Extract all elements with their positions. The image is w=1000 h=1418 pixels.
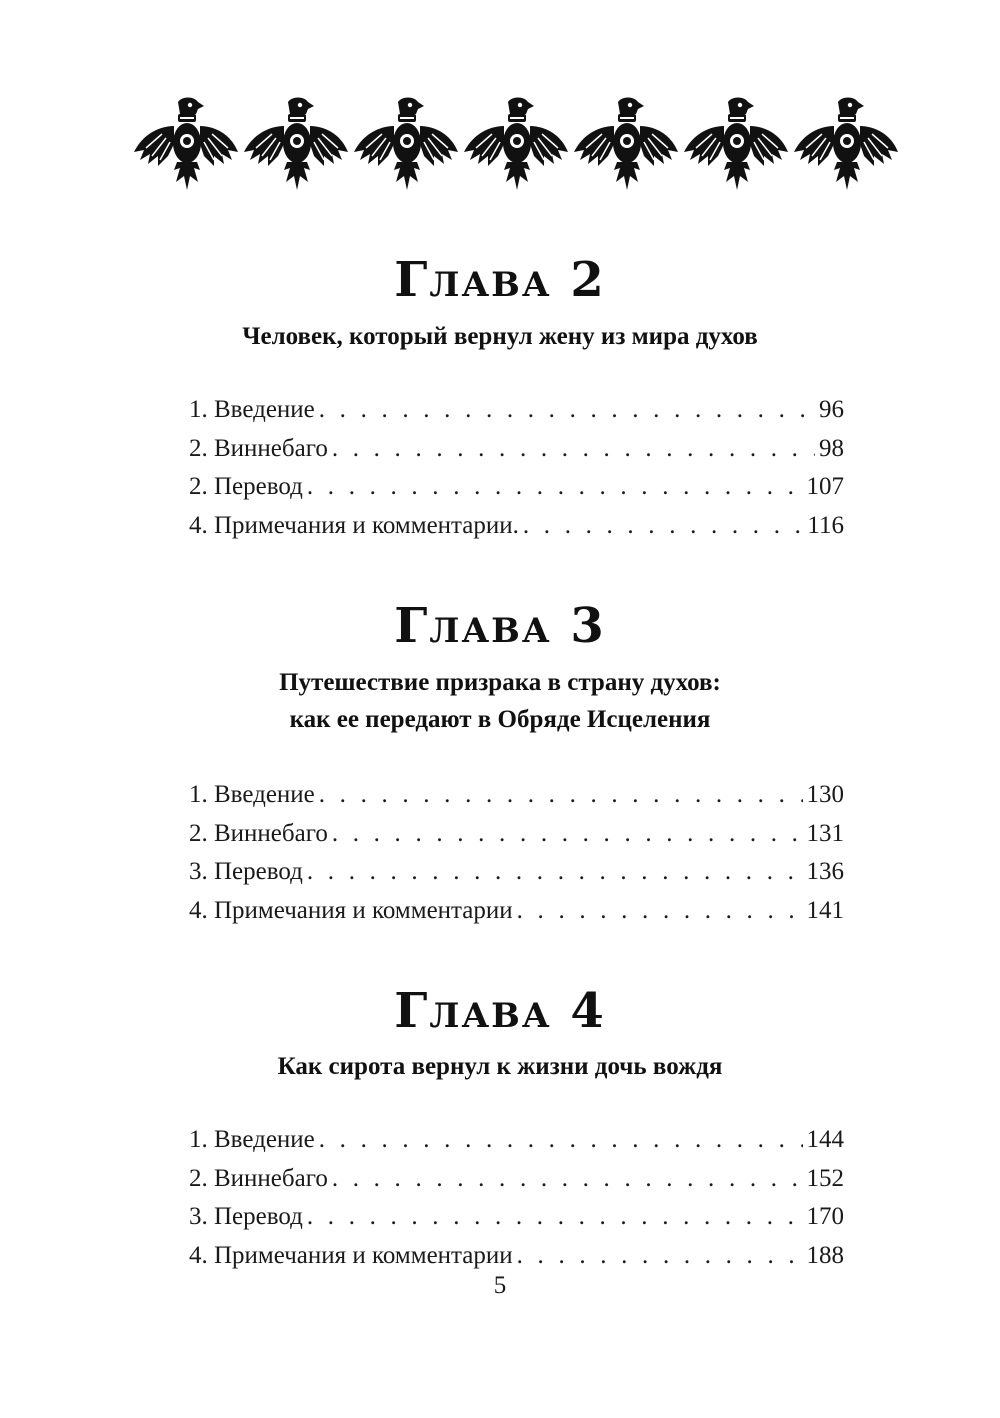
toc-leader-dots: [307, 1198, 803, 1237]
toc-entry-label: 2. Виннебаго: [189, 434, 328, 462]
toc-entry-label: 3. Перевод: [189, 858, 303, 885]
toc-leader-dots: [523, 507, 804, 546]
thunderbird-icon: [352, 96, 460, 196]
toc-entry-page: 136: [806, 858, 844, 885]
toc-entry-page: 152: [806, 1164, 844, 1192]
toc-entry[interactable]: [189, 776, 844, 815]
chapter-2-toc: [189, 391, 844, 545]
toc-leader-dots: [332, 1160, 803, 1199]
toc-entry[interactable]: [189, 1237, 844, 1276]
chapter-subtitle-line: Путешествие призрака в страну духов:: [279, 669, 721, 696]
toc-leader-dots: [307, 468, 803, 507]
toc-leader-dots: [332, 430, 815, 469]
chapter-2-header: [0, 252, 1000, 308]
toc-entry[interactable]: [189, 507, 844, 546]
toc-entry-label: 1. Введение: [189, 781, 315, 808]
chapter-4-toc: [189, 1121, 844, 1275]
toc-entry-page: 130: [806, 781, 844, 808]
toc-entry-label: 4. Примечания и комментарии.: [189, 511, 519, 539]
toc-entry-label: 4. Примечания и комментарии: [189, 896, 513, 924]
toc-entry-label: 2. Виннебаго: [189, 1164, 328, 1192]
toc-entry[interactable]: [189, 1198, 844, 1237]
thunderbird-icon: [462, 96, 570, 196]
toc-entry-page: 141: [806, 896, 844, 924]
toc-entry-page: 144: [806, 1126, 844, 1153]
chapter-heading: Глава 2: [394, 252, 606, 308]
toc-entry-page: 116: [807, 511, 844, 539]
toc-leader-dots: [319, 391, 815, 430]
toc-entry[interactable]: [189, 391, 844, 430]
chapter-2-subtitle: [0, 318, 1000, 355]
toc-entry-page: 131: [806, 819, 844, 847]
toc-entry[interactable]: [189, 1121, 844, 1160]
toc-entry[interactable]: [189, 815, 844, 854]
chapter-subtitle: Как сирота вернул к жизни дочь вождя: [277, 1053, 723, 1080]
toc-entry-page: 188: [806, 1241, 844, 1269]
thunderbird-icon: [242, 96, 350, 196]
toc-entry-label: 3. Перевод: [189, 1203, 303, 1230]
toc-entry-page: 96: [819, 396, 844, 423]
thunderbird-icon: [792, 96, 900, 196]
toc-leader-dots: [319, 1121, 803, 1160]
thunderbird-icon: [572, 96, 680, 196]
toc-entry-label: 1. Введение: [189, 1126, 315, 1153]
thunderbird-ornament-row: [132, 96, 900, 196]
thunderbird-icon: [132, 96, 240, 196]
toc-entry-label: 4. Примечания и комментарии: [189, 1241, 513, 1269]
chapter-3-subtitle: [0, 664, 1000, 738]
thunderbird-icon: [682, 96, 790, 196]
chapter-3-header: [0, 598, 1000, 654]
chapter-subtitle: Человек, который вернул жену из мира духов: [242, 323, 758, 350]
toc-entry-label: 2. Перевод: [189, 473, 303, 500]
toc-entry-page: 107: [806, 473, 844, 500]
toc-entry-page: 98: [819, 434, 844, 462]
toc-entry[interactable]: [189, 892, 844, 931]
toc-entry[interactable]: [189, 468, 844, 507]
toc-entry[interactable]: [189, 853, 844, 892]
chapter-subtitle-line: как ее передают в Обряде Исцеления: [289, 706, 711, 733]
toc-leader-dots: [319, 776, 803, 815]
chapter-3-toc: [189, 776, 844, 930]
toc-leader-dots: [332, 815, 803, 854]
toc-leader-dots: [517, 892, 803, 931]
toc-entry[interactable]: [189, 1160, 844, 1199]
toc-entry-label: 1. Введение: [189, 396, 315, 423]
toc-leader-dots: [307, 853, 803, 892]
chapter-heading: Глава 3: [394, 598, 606, 654]
chapter-heading: Глава 4: [394, 983, 606, 1039]
page-number: 5: [493, 1272, 507, 1299]
toc-entry-page: 170: [806, 1203, 844, 1230]
toc-entry[interactable]: [189, 430, 844, 469]
chapter-4-header: [0, 983, 1000, 1039]
chapter-4-subtitle: [0, 1048, 1000, 1085]
toc-leader-dots: [517, 1237, 803, 1276]
toc-entry-label: 2. Виннебаго: [189, 819, 328, 847]
